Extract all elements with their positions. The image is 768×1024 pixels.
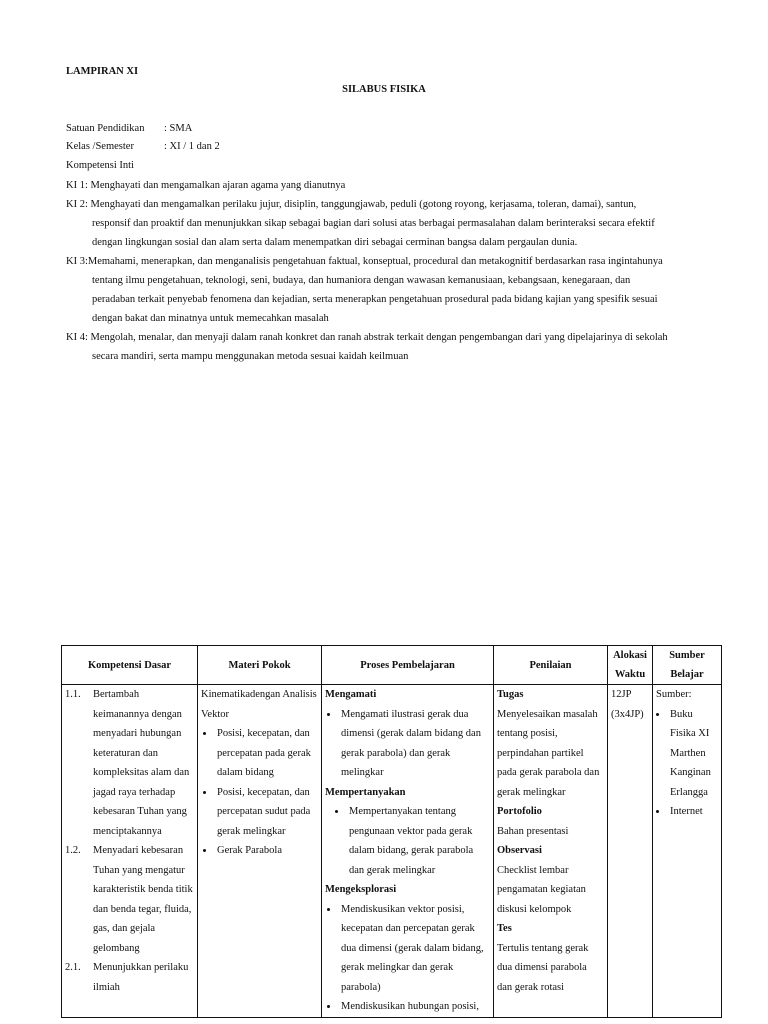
header-penilaian: Penilaian bbox=[494, 646, 608, 685]
materi-pokok-cell bbox=[198, 685, 322, 1018]
mempertanyakan-heading: Mempertanyakan bbox=[325, 786, 406, 798]
mengeksplorasi-heading: Mengeksplorasi bbox=[325, 884, 397, 895]
tes-heading: Tes bbox=[497, 923, 512, 934]
mengeksplorasi-list bbox=[325, 900, 490, 1017]
ki-2-line-cont: dengan lingkungan sosial dan alam serta dalam menempatkan diri sebagai cerminan bangsa dalam pergaulan dunia. bbox=[92, 237, 578, 248]
list-item: • Mendiskusikan vektor posisi, kecepatan dan percepatan gerak dua dimensi (gerak dalam bidang, gerak melingkar dan gerak parabola) bbox=[339, 900, 490, 998]
list-item: • Internet bbox=[668, 802, 718, 822]
ki-3-line-cont: dengan bakat dan minatnya untuk memecahkan masalah bbox=[92, 313, 329, 324]
header-proses-pembelajaran: Proses Pembelajaran bbox=[322, 646, 494, 685]
sumber-label: Sumber: bbox=[656, 689, 692, 700]
ki-4-line: KI 4: Mengolah, menalar, dan menyaji dalam ranah konkret dan ranah abstrak terkait dengan pengembangan dari yang dipelajarinya di sekolah bbox=[66, 332, 668, 343]
materi-intro: Kinematikadengan Analisis Vektor bbox=[201, 689, 317, 720]
ki-1-line: KI 1: Menghayati dan mengamalkan ajaran agama yang dianutnya bbox=[66, 180, 346, 191]
header-sumber-belajar: Sumber Belajar bbox=[653, 646, 722, 685]
ki-3-line-cont: peradaban terkait penyebab fenomena dan kejadian, serta menerapkan pengetahuan prosedural pada bidang kajian yang spesifik sesuai bbox=[92, 294, 658, 305]
proses-pembelajaran-cell bbox=[322, 685, 494, 1018]
portofolio-heading: Portofolio bbox=[497, 806, 542, 817]
kelas-semester-label: Kelas /Semester bbox=[66, 141, 134, 152]
header-materi-pokok: Materi Pokok bbox=[198, 646, 322, 685]
kd-text: Bertambah keimanannya dengan menyadari hubungan keteraturan dan kompleksitas alam dan jagad raya terhadap kebesaran Tuhan yang menciptakannya bbox=[93, 689, 190, 837]
kd-number: 1.2. bbox=[65, 845, 81, 856]
tugas-heading: Tugas bbox=[497, 689, 524, 700]
alokasi-breakdown: (3x4JP) bbox=[611, 708, 644, 720]
ki-2-line: KI 2: Menghayati dan mengamalkan perilaku jujur, disiplin, tanggungjawab, peduli (gotong royong, kerjasama, toleran, damai), santun, bbox=[66, 199, 637, 210]
list-item: • Mempertanyakan tentang pengunaan vektor pada gerak dalam bidang, gerak parabola dan gerak melingkar bbox=[347, 802, 490, 880]
table-row bbox=[62, 685, 722, 1018]
header-alokasi-waktu: Alokasi Waktu bbox=[608, 646, 653, 685]
kd-item bbox=[65, 841, 194, 958]
ki-2-line-cont: responsif dan proaktif dan menunjukkan sikap sebagai bagian dari solusi atas berbagai permasalahan dalam berinteraksi secara efektif bbox=[92, 218, 655, 229]
kd-item bbox=[65, 958, 194, 997]
list-item: • Posisi, kecepatan, dan percepatan pada gerak dalam bidang bbox=[215, 724, 318, 783]
mempertanyakan-list bbox=[325, 802, 490, 880]
page-title: SILABUS FISIKA bbox=[342, 84, 426, 95]
kd-number: 2.1. bbox=[65, 962, 81, 973]
ki-3-line: KI 3:Memahami, menerapkan, dan menganalisis pengetahuan faktual, konseptual, procedural dan metakognitif berdasarkan rasa ingintahunya bbox=[66, 256, 663, 267]
sumber-list bbox=[656, 705, 718, 822]
kompetensi-dasar-cell bbox=[62, 685, 198, 1018]
satuan-pendidikan-value: : SMA bbox=[164, 123, 193, 134]
list-item: • Mendiskusikan hubungan posisi, bbox=[339, 997, 490, 1017]
tugas-text: Menyelesaikan masalah tentang posisi, perpindahan partikel pada gerak parabola dan gerak melingkar bbox=[497, 708, 600, 798]
kd-text: Menunjukkan perilaku ilmiah bbox=[93, 962, 189, 993]
kompetensi-inti-label: Kompetensi Inti bbox=[66, 160, 134, 171]
kd-text: Menyadari kebesaran Tuhan yang mengatur karakteristik benda titik dan benda tegar, fluida, gas, dan gejala gelombang bbox=[93, 845, 193, 954]
observasi-text: Checklist lembar pengamatan kegiatan diskusi kelompok bbox=[497, 864, 586, 915]
lampiran-heading: LAMPIRAN XI bbox=[66, 66, 139, 77]
alokasi-waktu-cell bbox=[608, 685, 653, 1018]
table-header-row bbox=[62, 646, 722, 685]
header-kompetensi-dasar: Kompetensi Dasar bbox=[62, 646, 198, 685]
mengamati-heading: Mengamati bbox=[325, 689, 377, 700]
satuan-pendidikan-label: Satuan Pendidikan bbox=[66, 123, 145, 134]
kelas-semester-value: : XI / 1 dan 2 bbox=[164, 141, 220, 152]
materi-list bbox=[201, 724, 318, 861]
portofolio-text: Bahan presentasi bbox=[497, 825, 569, 837]
sumber-belajar-cell bbox=[653, 685, 722, 1018]
list-item: • Mengamati ilustrasi gerak dua dimensi (gerak dalam bidang dan gerak parabola) dan gerak melingkar bbox=[339, 705, 490, 783]
tes-text: Tertulis tentang gerak dua dimensi parabola dan gerak rotasi bbox=[497, 942, 589, 993]
list-item: • Buku Fisika XI Marthen Kanginan Erlangga bbox=[668, 705, 718, 803]
ki-3-line-cont: tentang ilmu pengetahuan, teknologi, seni, budaya, dan humaniora dengan wawasan kemanusiaan, kebangsaan, kenegaraan, dan bbox=[92, 275, 631, 286]
mengamati-list bbox=[325, 705, 490, 783]
observasi-heading: Observasi bbox=[497, 845, 542, 856]
alokasi-jp: 12JP bbox=[611, 689, 632, 700]
list-item: • Gerak Parabola bbox=[215, 841, 318, 861]
kd-item bbox=[65, 685, 194, 841]
ki-4-line-cont: secara mandiri, serta mampu menggunakan metoda sesuai kaidah keilmuan bbox=[92, 351, 409, 362]
kd-number: 1.1. bbox=[65, 689, 81, 700]
silabus-table bbox=[61, 645, 722, 1018]
penilaian-cell bbox=[494, 685, 608, 1018]
list-item: • Posisi, kecepatan, dan percepatan sudut pada gerak melingkar bbox=[215, 783, 318, 842]
